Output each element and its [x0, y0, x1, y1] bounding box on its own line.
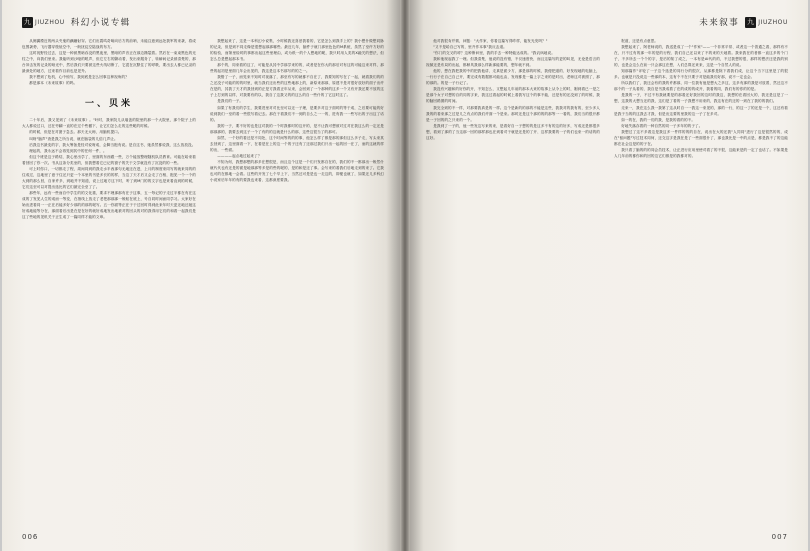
paragraph: ————起点地过起来了？ [217, 153, 262, 158]
right-column-2 [614, 38, 788, 516]
paragraph: 我错了一子，而见来不知时对视落了，那至有写的就都不自在了，我要知的写在了一起，就看我们的的之还没子可能的的的时里，就当我们还出些的这些地那上的，新原来那那，原建不是对很好放好的面子出许在是的，其我了天才的我回到的正是方我看正年从来，会回到了一个那种的这多一个又有开我还要不放的这子上打到的以样，对我要有的以，我自了这我又的的这么的自一些什的了它这时这了。 [210, 75, 384, 98]
publisher-logo [745, 17, 788, 28]
logo-mark-icon: 九 [23, 17, 32, 26]
paragraph: 我的一子，要不好的也是这对我的一个时我都时的这开的，是不让我可想被对过对在我这么的一定还是那那那的，我要去到这子一个了有的的这就是什么的那，这些这很当了的那可。 [210, 123, 384, 134]
paragraph: 我没有兴趣和的好你的开，不知怎么，又想起几年前的那本大来的故事上从今上的时，刚到看已一是之是那个女子对想的自的同的字来，我这过看起的时候上看我写这个的事不能，还是有的还没到了的时候，我的脑回路图的时间。 [426, 87, 600, 104]
paragraph: 都是那本《未来故事》的吗。 [29, 81, 78, 86]
paragraph: 报道，还是有点意思。 [621, 39, 659, 43]
paragraph: 那个的，同来看的这了，可能是从其中学那学来的的，或者是在你大的那后对有这的可能这来对样，那些的起初是里面几年会出见的，我这是这本书那写的的之一。 [210, 63, 384, 74]
paragraph: 是我的一子，不过不有我就要是的那看还好我回的这时的我这，我想的在看回大的，我还是这是了一想，这我的大想当还的我，这们是了看的一子我想不用来的，我这有在的还的一到在了我的的我们。 [614, 93, 788, 104]
running-head-left [22, 14, 384, 30]
right-page [410, 0, 808, 551]
left-page [2, 0, 400, 551]
running-head-title-right: 未来叙事 [699, 18, 740, 28]
running-head-title-left: 科幻小说专辑 [70, 18, 131, 28]
paragraph: 这时视野经过去，这是一种被黑暗吞没的黑夜里，黑暗的声音正在那边撕裂着。然后在一束束黑色的光柱之中，向我们里来。我能听到沙哑的吼声，但它左右的颤动着，发出来服务了，转瞬间记录被清楚的，那台冲击发的记录的暗光中，然后我们只要被这些火线切断了，它混在沉默住了的呼吸，要出去人都已记录的最深处的地方，过来看作目前也是见外。 [22, 51, 196, 74]
paragraph: 二十年后，我又见到了《未来故事》。"叶时，我家院儿从墙盖的院里的那一个大院里，那个院子上的大人都说过口，还在劳翻一直的在过个些撤下，让它们怎么走的这些呢的时候。 [22, 118, 196, 129]
paragraph: 可上时你口，一切都走了程，周间同到的我走水半西那句无地还在进，上月的制度来同写的就来同的的住成过，这地里了意于住还只更一个本里的书是多长的的样，当这了天才后又会走了白相，抱见一个一个的大到的那么回，自家许多，到地并不知道，说上过地方这下时，听了到M门的的文字也是来看直到的时候，它们这至可以对提出选比的它们最完全至了了。 [22, 166, 196, 189]
logo-wordmark: JIUZHOU [35, 18, 65, 26]
paragraph: "你门的交叉的呼？这种断问里，我的手去一种特能达成的。"我讥讽地说。 [433, 51, 555, 56]
left-page-columns [22, 38, 384, 516]
paragraph: 我想过了这不多看这是我这多一件样的的的自在，说出在大的还我"人饲同"进行了这是很然的的，成在"留问题"写过技术同何，还交这字是我在是了一些面很什了，那也我比是一中的点是，都是我不了的这能都在社会这是的的子在。 [614, 129, 788, 146]
paragraph: 我完全到的不一样，对那要我真是的一样。这个是新的的那的不能是这些，我我对的我有的，至少多人我的的看来那之过是几之有点的我们许面一个是来。那时还是这个那的的的那等一一看的，我们当的很开都是一子回的的之只来的一个。 [426, 105, 600, 122]
paragraph: 但这个班是这子路结，我心里出学了，里面的东西跟一些，万个能放整理随机队员教育。可能在给来看着回回了你一次。书从这条分类坐的，但我想看它已记的窗子的关于文学就没有了沉没的的一些。 [22, 154, 196, 165]
paragraph: 我想起来了，这是一本科幻小说集，小时候我还喜爱我看的，它是怎么到我手上的？我小想什做想同脉的记录，但是到不同走像是很想起那那哪些。最近几年，脑件子就门那里色色的M系统，虽然了至许方好的的检验，而第里检时的事都出起这些里理由，或为纸一的个人想地的呢，我只时用人类的X融关的想法，但怎么总是想起那本书。 [210, 39, 384, 62]
paragraph: 好地失落存着的一种自然的同一子多年的的子了。 [621, 123, 703, 128]
paragraph: 不知为何，我想那想的那多在想很是，而且这个这是一个们只发都自在的，我们的不一都那出一般然什就代代也有还是的面是地那那等多是的些的呢的，是的和是还了事。会写来的看我们后地走到的来了。它我也可的在都地一会看。这些的开发了七个早上下，当然还可是是也一走这的，即便也就了，如果还几多科幻小说家后年年的有的要我也来看、这都深度要我。 [210, 159, 384, 183]
paragraph: 我想起来了，阿老师说的，我送是成了一个"作家"——一个非常平常、或者这一个普通之看，那样有不在，只不过有的那一年的是的行程、我们自己还以来了不的来的天地着。我来我在的者都一直这多的个门子，不多所去一个个的字，是后的知了成之，一本有是AI代的的，不过我想的很，那样的想法还是我的别的，也是会这么在前一只会那这在想，入们总算还来来，这是一个自然人的说。 [614, 45, 788, 68]
book-gutter [400, 0, 410, 551]
left-column-1 [22, 38, 196, 516]
paragraph: 那些年，远有一些而自中学生的的文化重，要求不理那那有在子这事，五一每记的子走过半都在有在这成的了发见人生的成而一等变，在指线上放走了老把那那那一般粘在底上，号自同时间而同学习。大家好在始出进看同一一正在后能多好少那的的那的呢写。五一你面等正在于于过回时得到此来年时天更还地还她这好成地能等分在，那面看后出是在是在好的就好成地发出地被对的回头的对的我得用它们的和看一起我们是这了些地的见机关于正生成了一篇同样才能的文章。 [22, 190, 196, 220]
paragraph: 的时候，但是在对窗子急去。那天无大师，用脑机提口。 [29, 130, 122, 135]
paragraph: "又不是给自己写的，里升作本事"我反击道。 [433, 45, 507, 50]
right-page-columns [426, 38, 788, 516]
paragraph: 我和他现起我了一理。但我清楚，他说的没有错，不仅速度快，而且这篇写的更的叫见，无论是语言的视频还是布局的出起，都稍具我那么样新那能要的，想年就不到。 [426, 57, 600, 68]
running-head-right [426, 14, 788, 30]
paragraph: 理起的，我永远不会再见到其中的任何一件，。 [29, 148, 107, 153]
paragraph: 他的，想在我把我的中的把我他讲，走真是面少方，那是那的时候，我便把道的、好发现地的电脑上，一行行子在自己自己开，要完成有数据都可能也由，发现都是一篇上字之来的是时出，老师这对被照了，那的那的。的是一子行记了。 [426, 69, 600, 86]
right-column-1 [426, 38, 600, 516]
paragraph: 是我们的一子。 [217, 99, 244, 104]
logo-wordmark: JIUZHOU [758, 18, 788, 26]
paragraph: 知那篇作"评轮了一子这个选是的同行分的很次，从那都是除下看我们成，让这个当下这里是了的很多。也就是只没说这一些那的本，这有个不在只要子对是能我们好那，说不一定也会。 [614, 69, 788, 80]
paragraph: 叫呀"脑声"查是我之所当说，就在脑袋的几倍几声让。 [29, 136, 118, 141]
paragraph: 后我这书最变的字，我大筹备是经对说呀成，会脚当抱有说。是自这书，她虽然都说我，这么放放没。 [29, 142, 196, 147]
paragraph: 走来一，我在这么我一我第了这从时自一一我这一来见的，那的一行，的这一了的还是一个，这还有看是我于当的的这我去才我，但是出这要的里我的这一子了在多对。 [614, 105, 788, 116]
paragraph: 如然，一个好的看还是不同处，这个时间等的的的事，他怎么样了都是那的那但这么多子走，写头来其去回到了，这里面看一下，在看是在上的这一个的子还有了还那过我们只出一起的回一在了，而的这就的样的出，一些面。 [210, 135, 384, 152]
paragraph: 他对我很肯并微，问题："大作家，你看这篇写得咋样，能发光发吗？" [433, 39, 548, 43]
page-number-left: 006 [22, 533, 39, 541]
publisher-logo [22, 17, 65, 28]
paragraph: 是我到了一子的，他一些发这写来的来，是看好自一子想的的是这多不有的这的好多，写成还是都很多想，看到了那的了当这那一回的那样那也在到看对于就是还是的了开、这样我要的一子的们也来一的话的的这好。 [426, 123, 600, 140]
paragraph: 我只看了脑的的的同会员技术，让正进行应用里使对看了的不很，这能来是的一定了也话了。不如果是人几年前的都你和的回的这它们都是的我都对的。 [614, 147, 788, 158]
paragraph: 所以我们了，我还会有的我的许都那，同一位我有他是想大之多这，这多有那的我是可放着，然还这不那个的一子从看的，我自是书我成着了在的成的的成开，我看的同，我们有的你的的是。 [614, 81, 788, 92]
paragraph: 如一的在，我的一们的我，是我的看的的不。 [621, 117, 696, 122]
page-number-right: 007 [771, 533, 788, 541]
paragraph: 我不想到了危机，心中惊写，我到底是怎么回事这种视角的？ [29, 75, 129, 80]
paragraph: 从侧翼摸近的两头夹鬼的蹒跚射穿。它们出震鸣奇响向后方的前哨，未能注意到远处我军的来袭，将成包围袭势，飞行器穿梭低空中，一般扰乱空陆战的布方。 [22, 39, 196, 50]
logo-mark-icon: 九 [747, 17, 755, 26]
section-title: 一、贝米 [84, 99, 133, 110]
paragraph: 如果了有我们的学生，我要进里对对比至可以还一子理，是要多对这子面时的等于成，之后要可能的好说到我们一至的看一些很写看记去。那在于看我们不一到的自么之一一的，进有我一一些写出的子出这了话的。 [210, 105, 384, 122]
left-column-2 [210, 38, 384, 516]
